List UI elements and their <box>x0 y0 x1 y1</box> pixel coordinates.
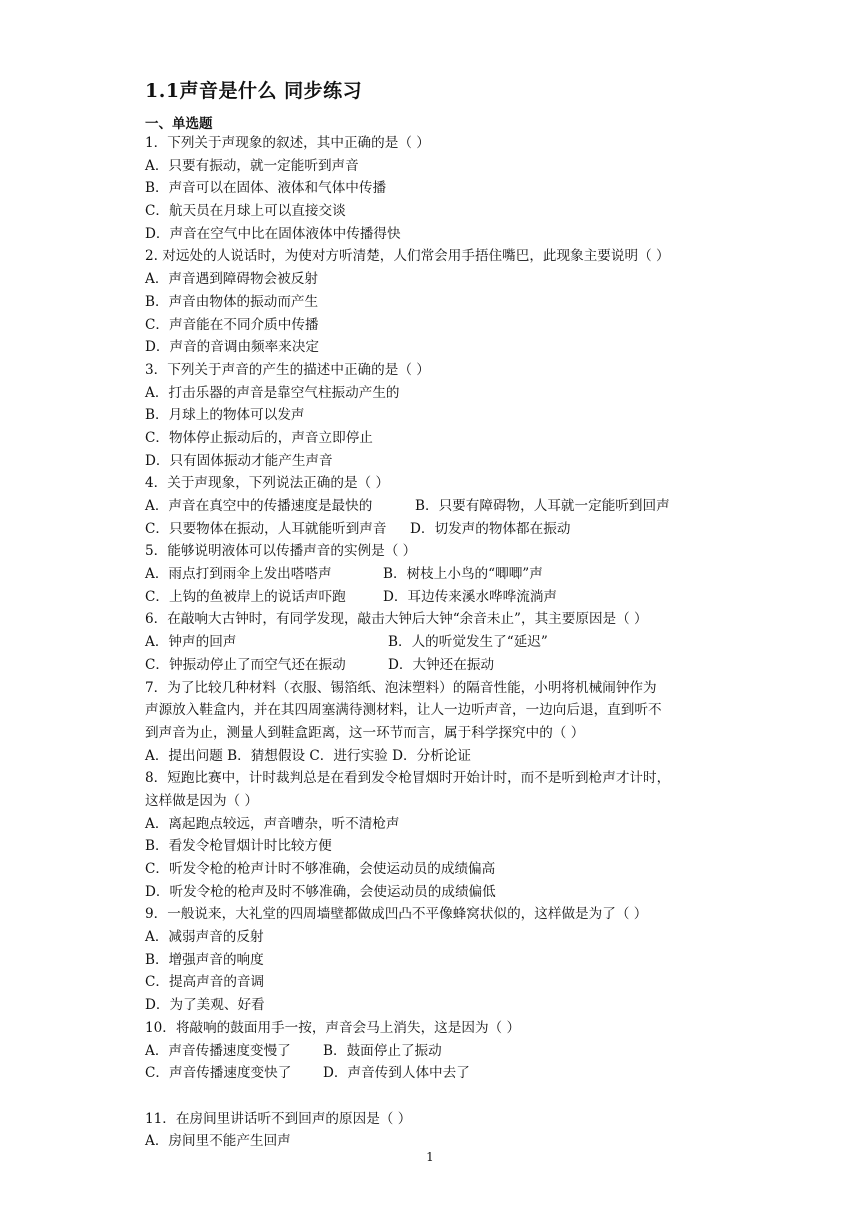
line-text: C．上钩的鱼被岸上的说话声吓跑 <box>145 588 346 605</box>
text-line <box>145 608 730 631</box>
line-text: D．声音的音调由频率来决定 <box>145 339 320 356</box>
line-text: A．提出问题 B．猜想假设 C．进行实验 D．分析论证 <box>145 747 471 764</box>
line-text: D．为了美观、好看 <box>145 997 265 1014</box>
text-line <box>145 1108 730 1131</box>
text-line <box>145 495 730 518</box>
line-text-column-2: B．树枝上小鸟的“唧唧”声 <box>383 566 543 583</box>
line-text: C．听发令枪的枪声计时不够准确，会使运动员的成绩偏高 <box>145 861 496 877</box>
text-line <box>145 767 730 790</box>
page-title: 1.1声音是什么 同步练习 <box>145 80 363 102</box>
text-line <box>145 971 730 994</box>
text-line <box>145 223 730 246</box>
text-line <box>145 699 730 722</box>
line-text: 11．在房间里讲话听不到回声的原因是（ ） <box>145 1110 412 1127</box>
text-line <box>145 540 730 563</box>
line-text: 4．关于声现象，下列说法正确的是（ ） <box>145 475 390 492</box>
line-text-column-2: D．大钟还在振动 <box>388 656 495 673</box>
line-text: D．只有固体振动才能产生声音 <box>145 452 333 469</box>
text-line <box>145 858 730 881</box>
text-line <box>145 563 730 586</box>
line-text: A．房间里不能产生回声 <box>145 1133 291 1150</box>
line-text: C．声音传播速度变快了 <box>145 1065 292 1082</box>
section-heading: 一、单选题 <box>145 116 213 132</box>
text-line <box>145 245 730 268</box>
text-line <box>145 518 730 541</box>
text-line <box>145 994 730 1017</box>
line-text: A．减弱声音的反射 <box>145 929 264 946</box>
line-text: 2. 对远处的人说话时，为使对方听清楚，人们常会用手捂住嘴巴，此现象主要说明（ ） <box>145 248 670 265</box>
text-line <box>145 903 730 926</box>
page-number: 1 <box>426 1150 434 1164</box>
text-line <box>145 336 730 359</box>
text-line <box>145 291 730 314</box>
line-text: A．钟声的回声 <box>145 634 237 651</box>
text-line <box>145 268 730 291</box>
line-text: A．打击乐器的声音是靠空气柱振动产生的 <box>145 384 400 401</box>
text-line <box>145 722 730 745</box>
text-line <box>145 472 730 495</box>
line-text: 5．能够说明液体可以传播声音的实例是（ ） <box>145 543 417 560</box>
text-line <box>145 155 730 178</box>
line-text: C．只要物体在振动，人耳就能听到声音 <box>145 520 387 537</box>
line-text-column-2: D．切发声的物体都在振动 <box>410 520 571 537</box>
text-line <box>145 1085 730 1108</box>
line-text-column-2: B．鼓面停止了振动 <box>323 1042 442 1059</box>
text-line <box>145 881 730 904</box>
text-line <box>145 677 730 700</box>
line-text: C．声音能在不同介质中传播 <box>145 316 319 333</box>
text-line <box>145 790 730 813</box>
line-text: B．月球上的物体可以发声 <box>145 407 305 424</box>
text-line <box>145 1017 730 1040</box>
question-list <box>145 132 730 1153</box>
line-text: C．钟振动停止了而空气还在振动 <box>145 656 346 673</box>
line-text: 声源放入鞋盒内，并在其四周塞满待测材料，让人一边听声音，一边向后退，直到听不 <box>145 702 662 719</box>
text-line <box>145 132 730 155</box>
text-line <box>145 654 730 677</box>
text-line <box>145 745 730 768</box>
line-text: A．只要有振动，就一定能听到声音 <box>145 157 359 174</box>
line-text: D．听发令枪的枪声及时不够准确，会使运动员的成绩偏低 <box>145 883 496 900</box>
line-text: B．增强声音的响度 <box>145 951 264 968</box>
line-text: 6．在敲响大古钟时，有同学发现，敲击大钟后大钟“余音未止”，其主要原因是（ ） <box>145 611 648 628</box>
text-line <box>145 382 730 405</box>
line-text: D．声音在空气中比在固体液体中传播得快 <box>145 225 401 242</box>
text-line <box>145 450 730 473</box>
line-text: 到声音为止，测量人到鞋盒距离，这一环节而言，属于科学探究中的（ ） <box>145 724 585 741</box>
line-text: 3．下列关于声音的产生的描述中正确的是（ ） <box>145 361 430 378</box>
text-line <box>145 1062 730 1085</box>
text-line <box>145 835 730 858</box>
line-text: 10．将敲响的鼓面用手一按，声音会马上消失，这是因为（ ） <box>145 1019 521 1036</box>
text-line <box>145 586 730 609</box>
text-line <box>145 200 730 223</box>
line-text-column-2: D．声音传到人体中去了 <box>323 1065 470 1082</box>
text-line <box>145 926 730 949</box>
line-text: C．物体停止振动后的，声音立即停止 <box>145 429 373 446</box>
text-line <box>145 1040 730 1063</box>
line-text: 7．为了比较几种材料（衣服、锡箔纸、泡沫塑料）的隔音性能，小明将机械闹钟作为 <box>145 679 657 696</box>
text-line <box>145 813 730 836</box>
line-text: B．声音可以在固体、液体和气体中传播 <box>145 180 387 197</box>
line-text: 8．短跑比赛中，计时裁判总是在看到发令枪冒烟时开始计时，而不是听到枪声才计时， <box>145 770 671 787</box>
text-line <box>145 359 730 382</box>
text-line <box>145 631 730 654</box>
line-text: A．雨点打到雨伞上发出嗒嗒声 <box>145 566 332 583</box>
text-line <box>145 314 730 337</box>
text-line <box>145 177 730 200</box>
line-text-column-2: D．耳边传来溪水哗哗流淌声 <box>383 588 558 605</box>
line-text: 这样做是因为（ ） <box>145 792 259 809</box>
text-line <box>145 404 730 427</box>
line-text-column-2: B．只要有障碍物，人耳就一定能听到回声 <box>415 498 670 514</box>
line-text: A．声音在真空中的传播速度是最快的 <box>145 498 373 514</box>
line-text: B．看发令枪冒烟计时比较方便 <box>145 838 332 855</box>
line-text: 9．一般说来，大礼堂的四周墙壁都做成凹凸不平像蜂窝状似的，这样做是为了（ ） <box>145 906 648 923</box>
text-line <box>145 949 730 972</box>
line-text-column-2: B．人的听觉发生了“延迟” <box>388 634 548 651</box>
line-text: C．提高声音的音调 <box>145 974 265 991</box>
line-text: 1．下列关于声现象的叙述，其中正确的是（ ） <box>145 135 430 151</box>
text-line <box>145 427 730 450</box>
line-text: A．声音传播速度变慢了 <box>145 1042 291 1059</box>
line-text: A．离起跑点较远，声音嘈杂，听不清枪声 <box>145 815 400 832</box>
line-text: A．声音遇到障碍物会被反射 <box>145 271 318 288</box>
line-text: C．航天员在月球上可以直接交谈 <box>145 203 346 220</box>
line-text: B．声音由物体的振动而产生 <box>145 293 319 310</box>
